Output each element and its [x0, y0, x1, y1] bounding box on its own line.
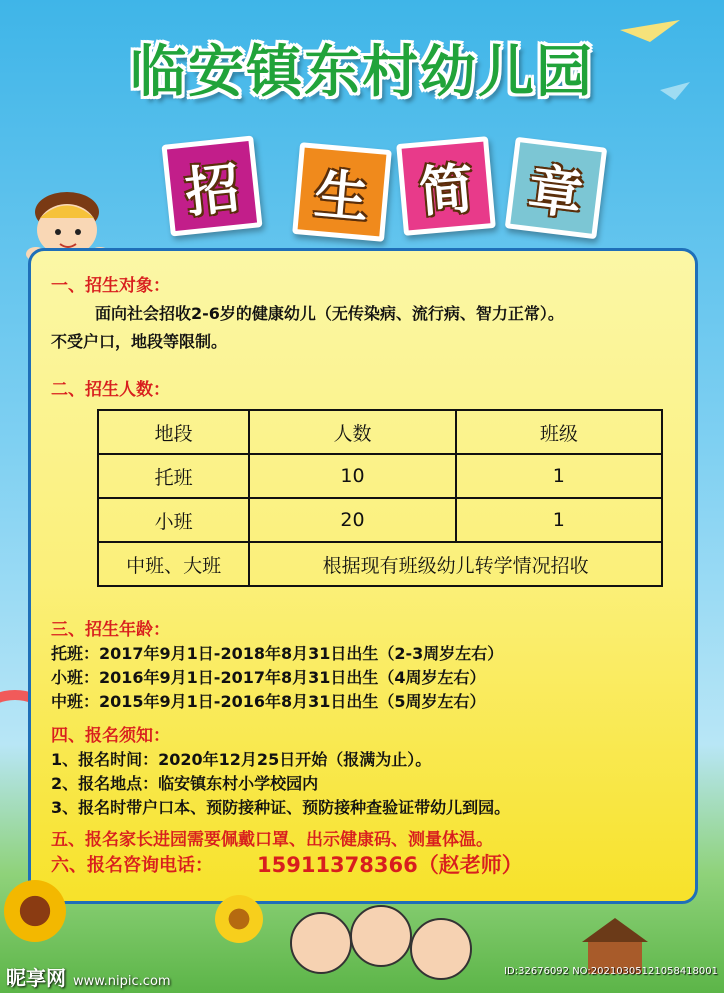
page-title: 临安镇东村幼儿园	[130, 40, 594, 105]
notice-line-1: 1、报名时间：2020年12月25日开始（报满为止）。	[51, 750, 432, 769]
age-line-2: 小班：2016年9月1日-2017年8月31日出生（4周岁左右）	[51, 668, 486, 687]
cartoon-child-icon	[410, 918, 472, 980]
banner-tile-2: 生	[292, 142, 392, 242]
banner-tile-1: 招	[161, 135, 262, 236]
section2-heading: 二、招生人数：	[51, 380, 170, 400]
table-header-row	[98, 410, 662, 454]
watermark-id: ID:32676092 NO:20210305121058418001	[504, 966, 718, 977]
paper-plane-icon	[620, 20, 690, 100]
table-cell: 10	[249, 454, 455, 498]
table-header-cell: 人数	[249, 410, 455, 454]
table-header-cell: 地段	[98, 410, 249, 454]
sunflower-icon	[4, 880, 66, 942]
section1-line1: 面向社会招收2-6岁的健康幼儿（无传染病、流行病、智力正常）。	[95, 304, 564, 323]
watermark-url: www.nipic.com	[72, 974, 171, 989]
cartoon-child-icon	[350, 905, 412, 967]
banner-tile-4: 章	[505, 137, 608, 240]
contact-phone: 15911378366（赵老师）	[257, 853, 523, 877]
section4-heading: 四、报名须知：	[51, 726, 170, 746]
content-panel	[28, 248, 698, 904]
watermark-brand-text: 昵享网	[6, 966, 66, 990]
age-line-1: 托班：2017年9月1日-2018年8月31日出生（2-3周岁左右）	[51, 644, 504, 663]
table-cell: 1	[456, 498, 662, 542]
section6-label: 六、报名咨询电话：	[51, 855, 213, 876]
table-cell-merged: 根据现有班级幼儿转学情况招收	[249, 542, 662, 586]
table-row	[98, 498, 662, 542]
section1-line2: 不受户口，地段等限制。	[51, 332, 228, 351]
section1-heading: 一、招生对象：	[51, 276, 170, 296]
banner-tile-3: 简	[396, 136, 496, 236]
enrollment-table	[97, 409, 663, 587]
table-row	[98, 454, 662, 498]
section3-heading: 三、招生年龄：	[51, 620, 170, 640]
watermark-brand	[6, 962, 171, 991]
table-cell: 20	[249, 498, 455, 542]
table-cell: 1	[456, 454, 662, 498]
table-cell: 中班、大班	[98, 542, 249, 586]
notice-line-2: 2、报名地点：临安镇东村小学校园内	[51, 774, 319, 793]
sunflower-icon	[215, 895, 263, 943]
section5-text: 五、报名家长进园需要佩戴口罩、出示健康码、测量体温。	[51, 830, 493, 850]
notice-line-3: 3、报名时带户口本、预防接种证、预防接种查验证带幼儿到园。	[51, 798, 511, 817]
table-cell: 小班	[98, 498, 249, 542]
table-header-cell: 班级	[456, 410, 662, 454]
cartoon-child-icon	[290, 912, 352, 974]
table-cell: 托班	[98, 454, 249, 498]
table-row	[98, 542, 662, 586]
age-line-3: 中班：2015年9月1日-2016年8月31日出生（5周岁左右）	[51, 692, 486, 711]
